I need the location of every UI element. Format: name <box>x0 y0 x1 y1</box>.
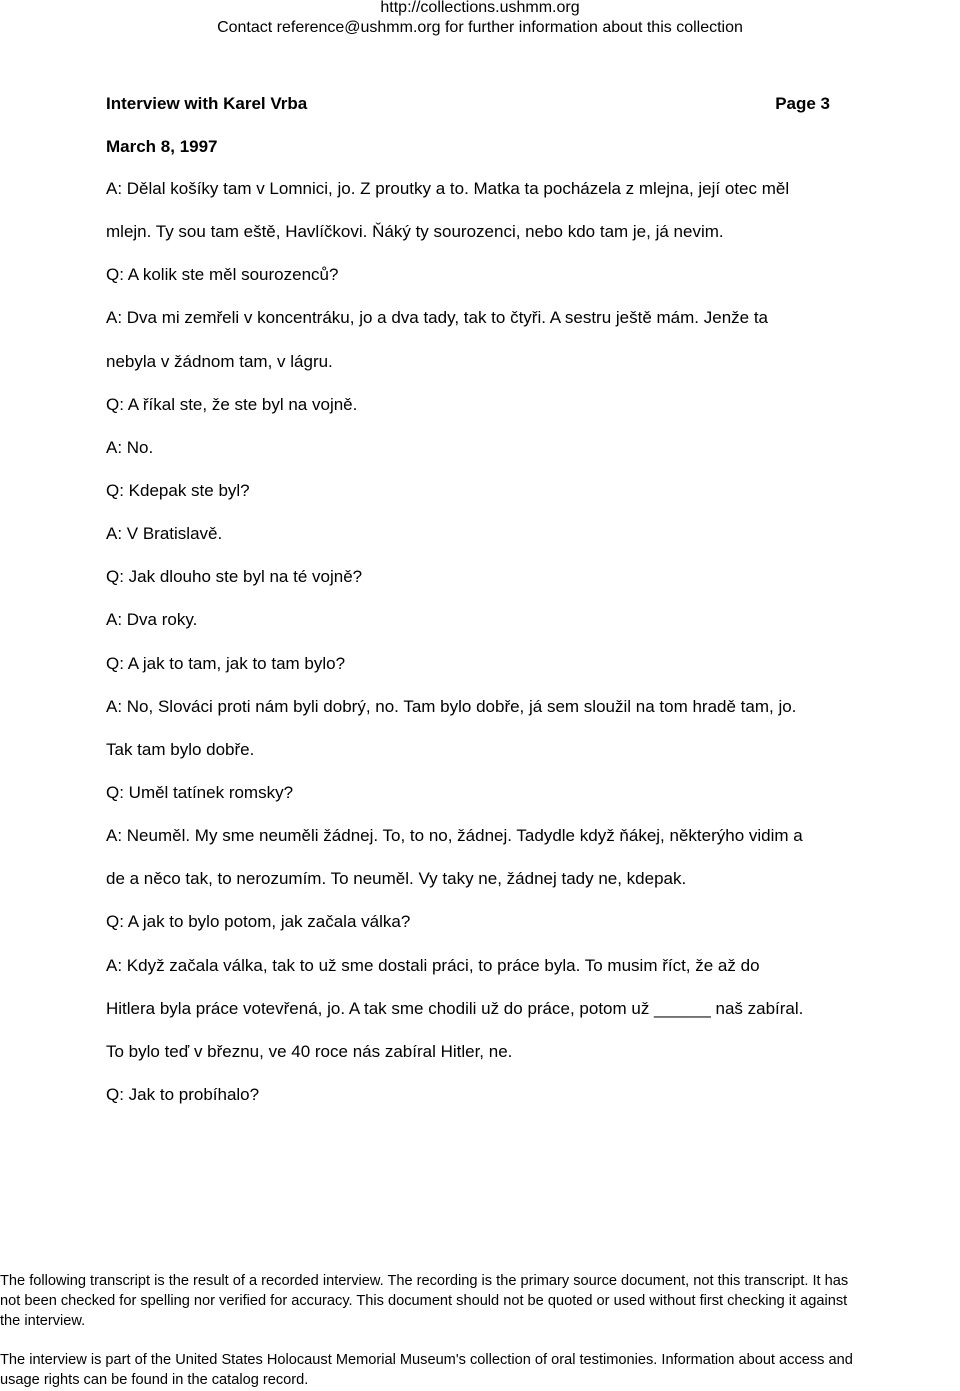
transcript-line: A: Dva roky. <box>106 610 198 630</box>
transcript-line: nebyla v žádnom tam, v lágru. <box>106 351 333 371</box>
transcript-line: mlejn. Ty sou tam eště, Havlíčkovi. Ňáký ty sourozenci, nebo kdo tam je, já nevim. <box>106 222 724 242</box>
transcript-line: A: V Bratislavě. <box>106 524 223 544</box>
transcript-line: A: No. <box>106 437 154 457</box>
transcript-line: Q: Kdepak ste byl? <box>106 480 250 500</box>
transcript-line: Q: A říkal ste, že ste byl na vojně. <box>106 394 358 414</box>
transcript-line: Q: A kolik ste měl sourozenců? <box>106 265 339 285</box>
header-contact: Contact reference@ushmm.org for further information about this collection <box>217 19 743 36</box>
page-number: Page 3 <box>775 94 830 113</box>
transcript-line: Q: Jak to probíhalo? <box>106 1084 260 1104</box>
transcript-line: de a něco tak, to nerozumím. To neuměl. Vy taky ne, žádnej tady ne, kdepak. <box>106 869 687 889</box>
transcript-line: A: No, Slováci proti nám byli dobrý, no. Tam bylo dobře, já sem sloužil na tom hradě tam, jo. <box>106 696 797 716</box>
transcript-line: A: Dělal košíky tam v Lomnici, jo. Z proutky a to. Matka ta pocházela z mlejna, její otec měl <box>106 179 790 198</box>
transcript-line: Q: Uměl tatínek romsky? <box>106 782 294 802</box>
transcript-line: Q: Jak dlouho ste byl na té vojně? <box>106 567 363 587</box>
interview-date: March 8, 1997 <box>106 137 218 156</box>
transcript-line: A: Když začala válka, tak to už sme dostali práci, to práce byla. To musim říct, že až do <box>106 955 760 975</box>
transcript-line: Q: A jak to tam, jak to tam bylo? <box>106 653 346 673</box>
collection-notice <box>0 1350 960 1390</box>
footer-line: usage rights can be found in the catalog record. <box>0 1372 309 1388</box>
transcript-line: Q: A jak to bylo potom, jak začala válka? <box>106 912 411 932</box>
transcript-disclaimer <box>0 1271 960 1331</box>
transcript-line: A: Dva mi zemřeli v koncentráku, jo a dva tady, tak to čtyři. A sestru ještě mám. Jenže ta <box>106 308 769 328</box>
footer-line: The following transcript is the result of a recorded interview. The recording is the primary source document, not this transcript. It has <box>0 1273 849 1289</box>
transcript-line: A: Neuměl. My sme neuměli žádnej. To, to no, žádnej. Tadydle když ňákej, některýho vidim a <box>106 826 803 846</box>
footer-line: the interview. <box>0 1313 86 1329</box>
transcript-body <box>106 177 896 1126</box>
transcript-line: Tak tam bylo dobře. <box>106 739 255 759</box>
transcript-line: To bylo teď v březnu, ve 40 roce nás zabíral Hitler, ne. <box>106 1041 513 1061</box>
header-url[interactable]: http://collections.ushmm.org <box>380 0 580 16</box>
footer-line: not been checked for spelling nor verified for accuracy. This document should not be quoted or used without first checking it against <box>0 1293 848 1309</box>
transcript-line: Hitlera byla práce votevřená, jo. A tak sme chodili už do práce, potom už ______ naš zabíral. <box>106 998 804 1018</box>
document-title: Interview with Karel Vrba <box>106 94 308 113</box>
footer-line: The interview is part of the United States Holocaust Memorial Museum's collection of oral testimonies. Information about access and <box>0 1352 853 1368</box>
